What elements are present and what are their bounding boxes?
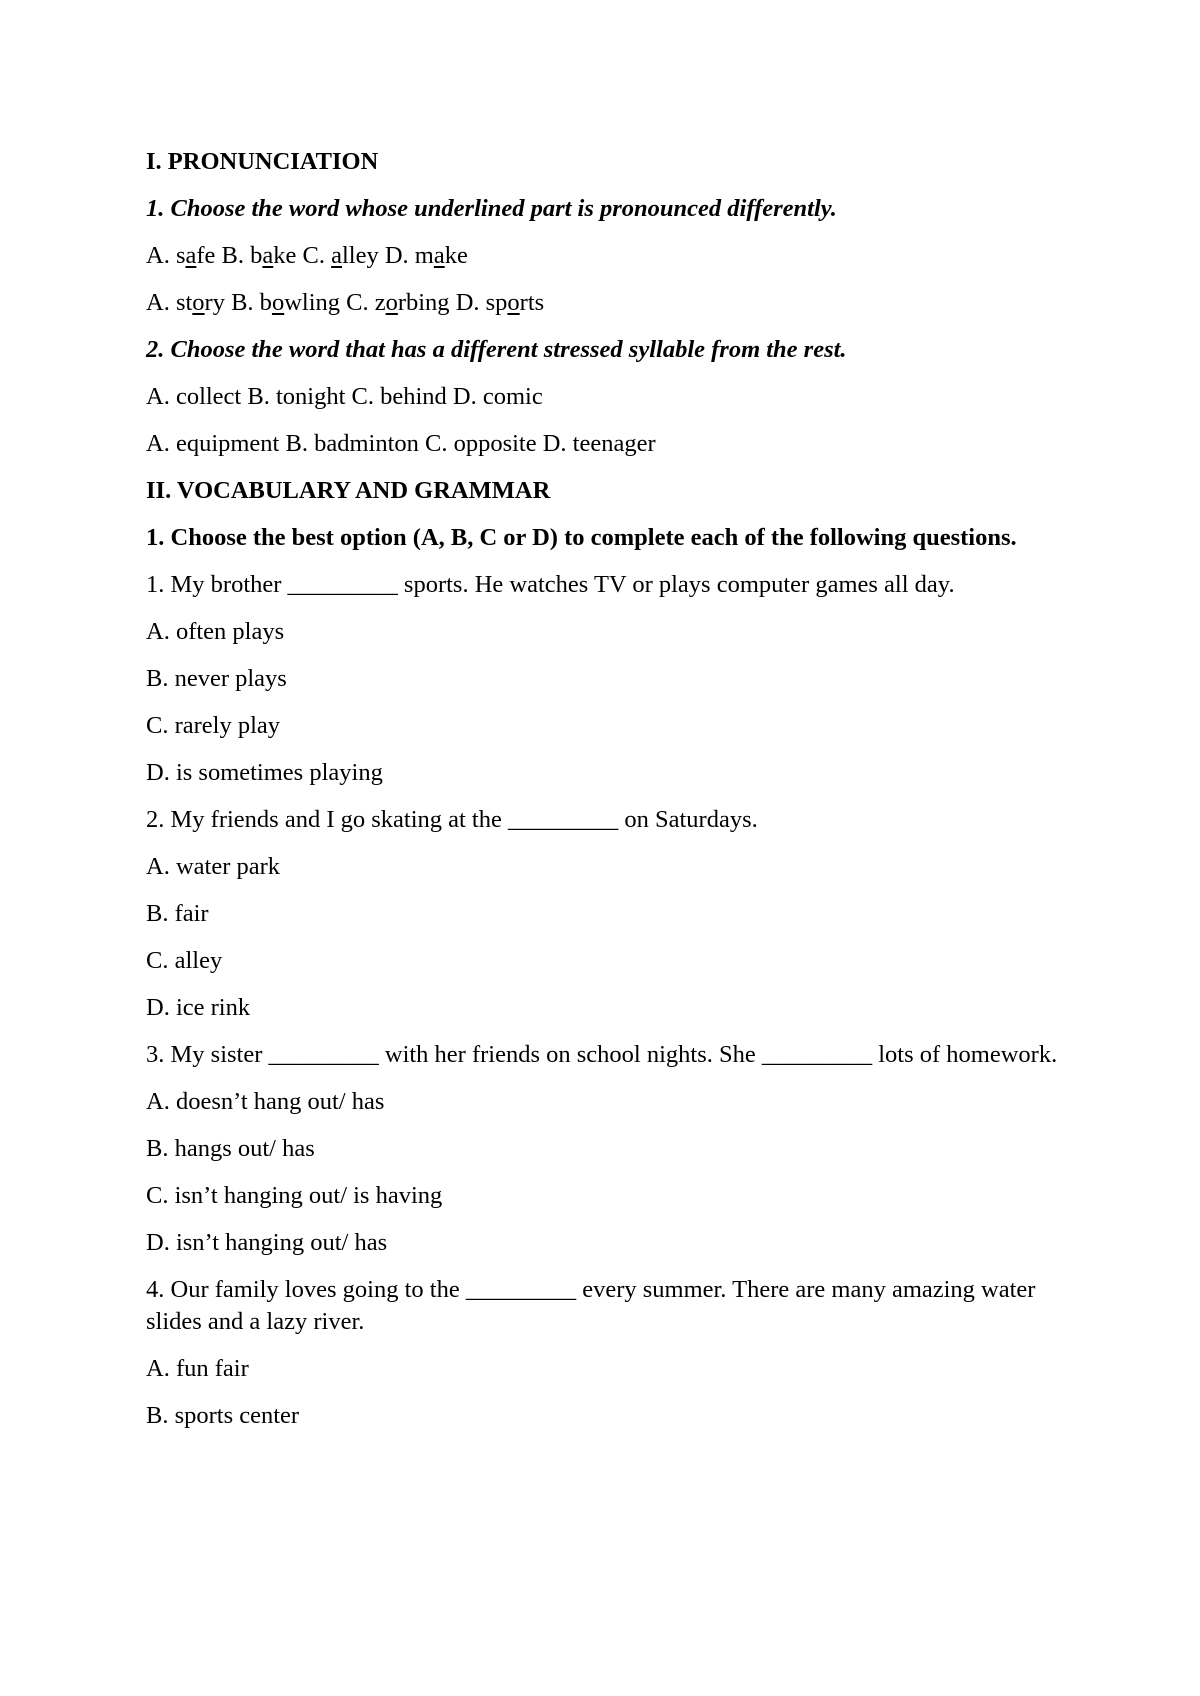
question-1-option-b: B. never plays: [146, 665, 287, 692]
option-text: ke: [444, 242, 468, 269]
task-instruction-vocabulary: 1. Choose the best option (A, B, C or D) to complete each of the following questions.: [146, 524, 1017, 551]
option-text: D. m: [378, 242, 434, 269]
section-heading-vocabulary: II. VOCABULARY AND GRAMMAR: [146, 477, 551, 504]
pronunciation-row-2: [146, 287, 1076, 319]
question-4-option-b: B. sports center: [146, 1402, 300, 1429]
underlined-letter: o: [271, 289, 285, 316]
pronunciation-row-1: [146, 240, 1076, 272]
option-text: ry: [204, 289, 225, 316]
question-3-option-c: C. isn’t hanging out/ is having: [146, 1182, 443, 1209]
worksheet-page: [146, 146, 1076, 1447]
option-text: rts: [519, 289, 545, 316]
option-text: A. s: [146, 242, 186, 269]
question-3-option-a: A. doesn’t hang out/ has: [146, 1088, 385, 1115]
underlined-letter: a: [433, 242, 445, 269]
question-4: 4. Our family loves going to the _________ every summer. There are many amazing water slides and a lazy river.: [146, 1276, 1036, 1335]
section-heading-pronunciation: I. PRONUNCIATION: [146, 148, 379, 175]
question-1-option-a: A. often plays: [146, 618, 285, 645]
underlined-letter: a: [331, 242, 342, 269]
option-text: B. b: [215, 242, 263, 269]
question-3-option-d: D. isn’t hanging out/ has: [146, 1229, 388, 1256]
question-1-option-c: C. rarely play: [146, 712, 281, 739]
question-1-option-d: D. is sometimes playing: [146, 759, 383, 786]
underlined-letter: o: [507, 289, 520, 316]
stress-row-2: A. equipment B. badminton C. opposite D. teenager: [146, 430, 656, 457]
option-text: C. z: [340, 289, 386, 316]
option-text: A. st: [146, 289, 193, 316]
task-instruction-stress: 2. Choose the word that has a different stressed syllable from the rest.: [146, 336, 847, 363]
question-2-option-c: C. alley: [146, 947, 223, 974]
option-text: wling: [284, 289, 340, 316]
question-3-option-b: B. hangs out/ has: [146, 1135, 315, 1162]
option-text: lley: [341, 242, 379, 269]
underlined-letter: o: [192, 289, 205, 316]
question-2-option-a: A. water park: [146, 853, 281, 880]
question-3: 3. My sister _________ with her friends on school nights. She _________ lots of homework.: [146, 1041, 1058, 1068]
option-text: D. sp: [449, 289, 508, 316]
option-text: C.: [296, 242, 332, 269]
underlined-letter: a: [185, 242, 197, 269]
option-text: ke: [273, 242, 297, 269]
question-1: 1. My brother _________ sports. He watches TV or plays computer games all day.: [146, 571, 955, 598]
question-2-option-b: B. fair: [146, 900, 209, 927]
option-text: rbing: [397, 289, 450, 316]
question-4-option-a: A. fun fair: [146, 1355, 249, 1382]
task-instruction-pronunciation: 1. Choose the word whose underlined part is pronounced differently.: [146, 195, 837, 222]
stress-row-1: A. collect B. tonight C. behind D. comic: [146, 383, 543, 410]
question-2: 2. My friends and I go skating at the _________ on Saturdays.: [146, 806, 758, 833]
option-text: fe: [196, 242, 216, 269]
option-text: B. b: [224, 289, 272, 316]
underlined-letter: a: [262, 242, 274, 269]
underlined-letter: o: [385, 289, 398, 316]
question-2-option-d: D. ice rink: [146, 994, 251, 1021]
